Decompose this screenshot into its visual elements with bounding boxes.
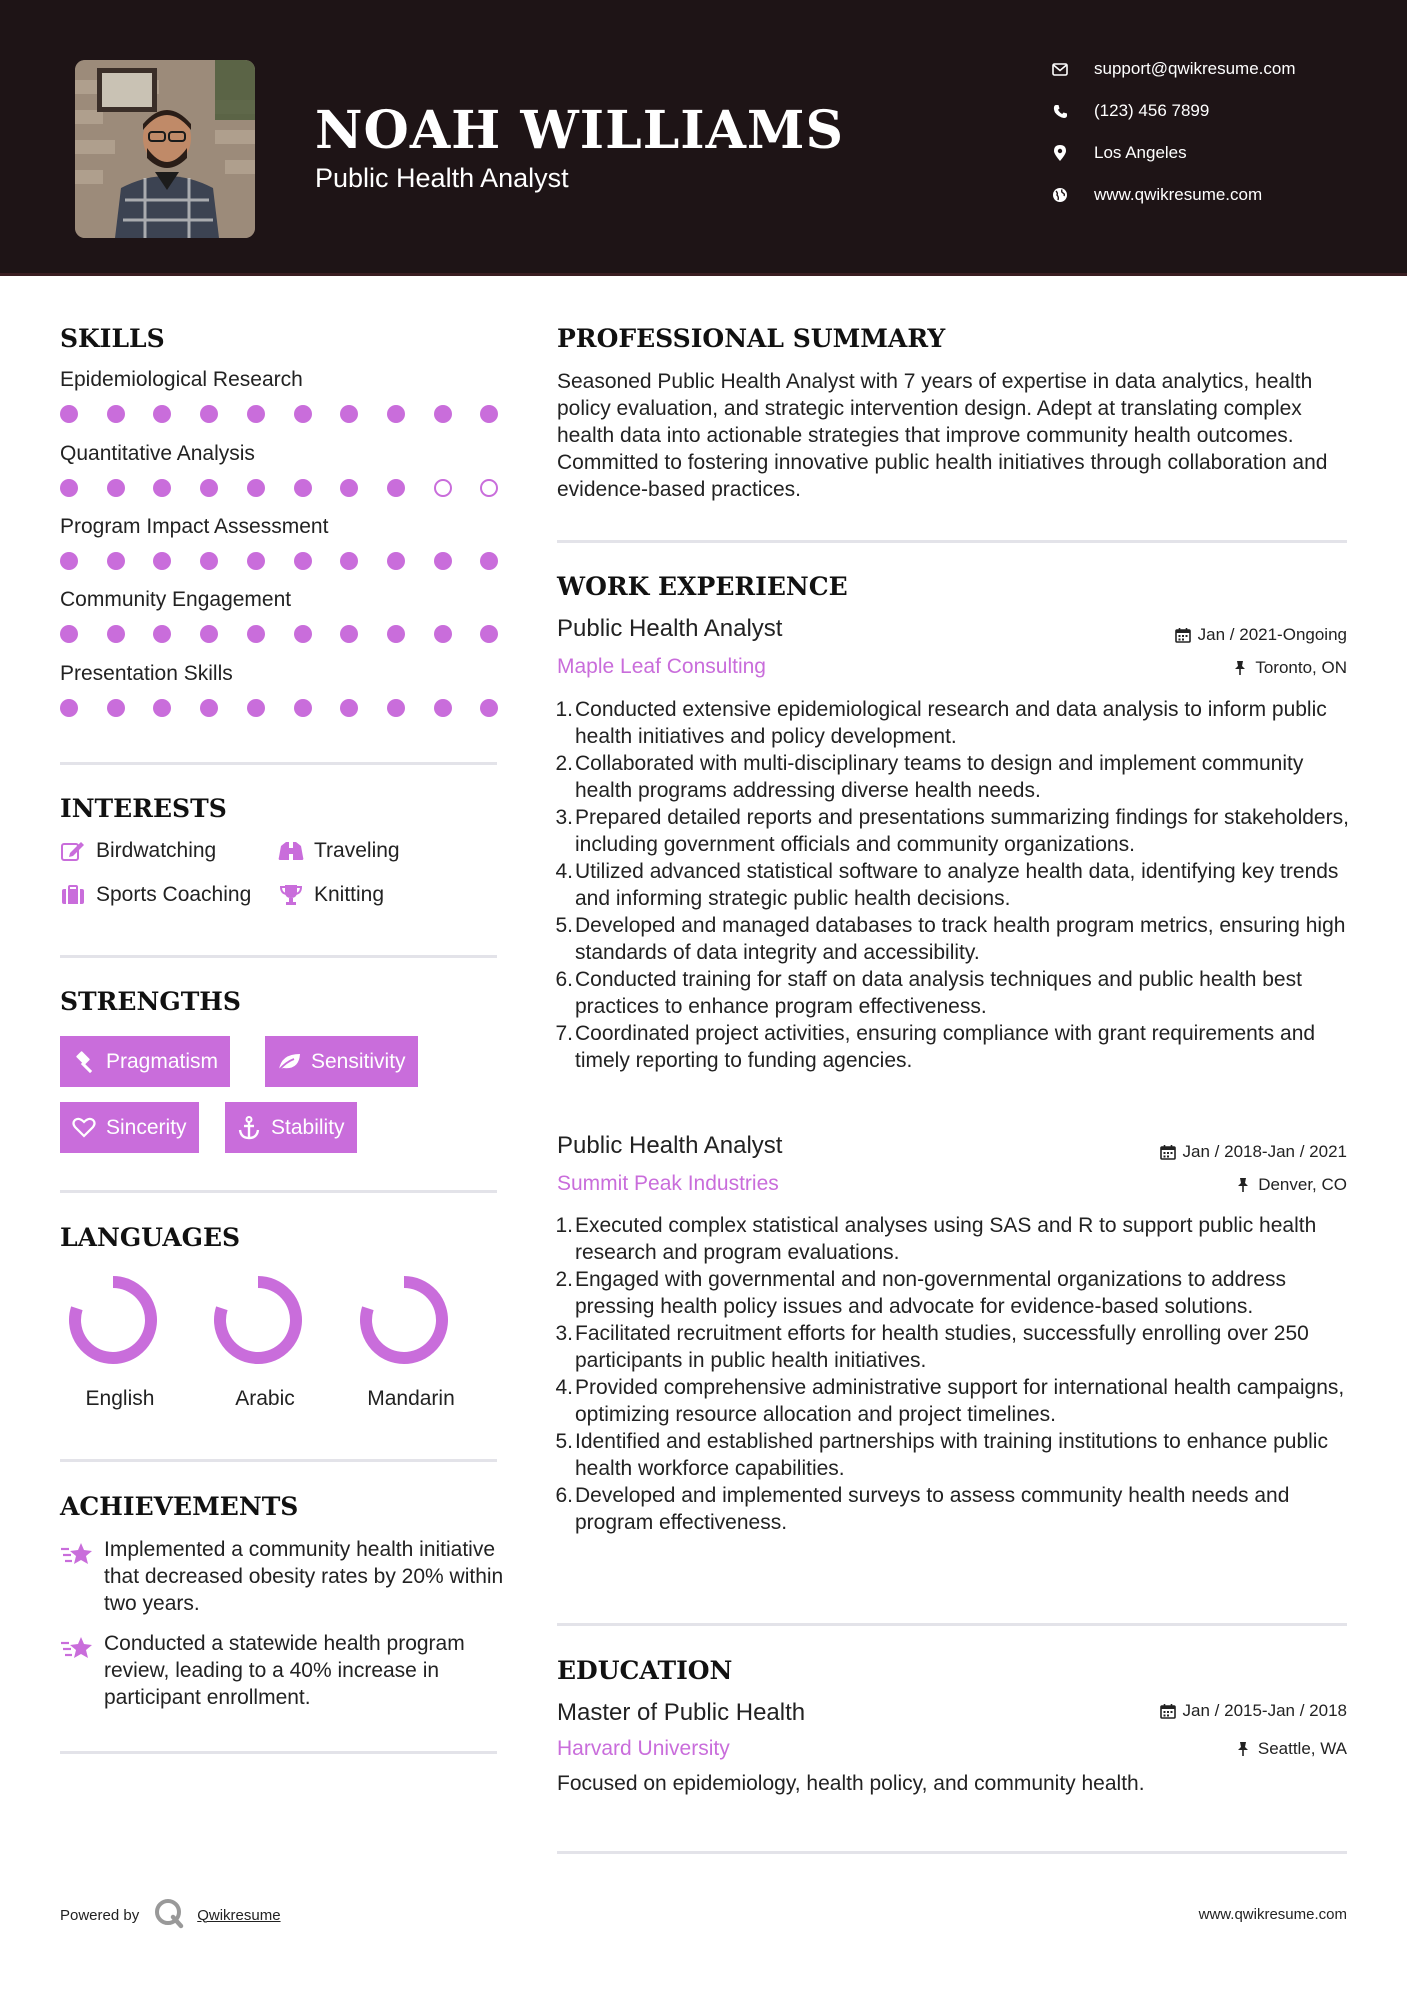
job-responsibilities (557, 696, 1357, 1074)
language-label: English (85, 1387, 155, 1410)
map-pin-icon (1050, 143, 1070, 163)
rating-dot-filled (107, 625, 125, 643)
achievements-heading: ACHIEVEMENTS (60, 1492, 299, 1521)
briefcase-icon (60, 882, 86, 908)
rating-dot-filled (294, 405, 312, 423)
responsibility-item: 4. Utilized advanced statistical software to analyze health data, identifying key trends and informing strategic public health decisions. (557, 858, 1357, 912)
rating-dot-filled (60, 699, 78, 717)
list-number: 5. (555, 1430, 573, 1453)
responsibility-item: 1. Conducted extensive epidemiological research and data analysis to inform public health initiatives and policy development. (557, 696, 1357, 750)
rating-dot-filled (340, 699, 358, 717)
profile-photo (75, 60, 255, 238)
education-dates: Jan / 2015-Jan / 2018 (1159, 1701, 1347, 1721)
calendar-icon (1174, 626, 1192, 644)
skill-rating (60, 698, 500, 718)
job-location: Toronto, ON (1231, 658, 1347, 678)
rating-dot-filled (294, 625, 312, 643)
language-label: Arabic (235, 1387, 295, 1410)
section-divider (60, 1190, 497, 1193)
contact-email-text: support@qwikresume.com (1094, 59, 1296, 78)
contact-website[interactable] (1050, 180, 1370, 210)
contact-location (1050, 138, 1370, 168)
rating-dot-empty (480, 479, 498, 497)
rating-dot-empty (434, 479, 452, 497)
rating-dot-filled (60, 552, 78, 570)
job-dates: Jan / 2021-Ongoing (1174, 625, 1347, 645)
trophy-icon (278, 882, 304, 908)
strength-tag: Pragmatism (60, 1036, 230, 1087)
skill-name: Community Engagement (60, 588, 292, 611)
contact-email[interactable] (1050, 54, 1370, 84)
section-divider (557, 1623, 1347, 1626)
shooting-star-icon (60, 1540, 94, 1568)
responsibility-item: 2. Engaged with governmental and non-governmental organizations to address pressing health policy issues and advocate for evidence-based solutions. (557, 1266, 1357, 1320)
rating-dot-filled (200, 625, 218, 643)
gavel-icon (72, 1050, 96, 1074)
section-divider (60, 762, 497, 765)
pushpin-icon (1234, 1176, 1252, 1194)
responsibility-item: 3. Facilitated recruitment efforts for health studies, successfully enrolling over 250 participants in public health initiatives. (557, 1320, 1357, 1374)
experience-heading: WORK EXPERIENCE (557, 572, 848, 601)
list-number: 3. (555, 806, 573, 829)
job-responsibilities (557, 1212, 1357, 1536)
summary-text: Seasoned Public Health Analyst with 7 years of expertise in data analytics, health policy evaluation, and strategic intervention design. Adept at translating complex health data into actionable strategies that improve community health outcomes. Committed to fostering innovative public health initiatives through collaboration and evidence-based practices. (557, 370, 1328, 501)
list-number: 6. (555, 1484, 573, 1507)
rating-dot-filled (434, 699, 452, 717)
rating-dot-filled (434, 552, 452, 570)
job-company: Maple Leaf Consulting (557, 655, 766, 678)
interest-item: Birdwatching (60, 838, 216, 864)
responsibility-item: 4. Provided comprehensive administrative support for international health campaigns, optimizing resource allocation and project timelines. (557, 1374, 1357, 1428)
resume-header (0, 0, 1407, 276)
rating-dot-filled (200, 479, 218, 497)
candidate-role: Public Health Analyst (315, 163, 569, 193)
section-divider (60, 1459, 497, 1462)
strengths-heading: STRENGTHS (60, 987, 241, 1016)
heart-icon (72, 1116, 96, 1140)
rating-dot-filled (200, 552, 218, 570)
contact-website-text: www.qwikresume.com (1094, 185, 1263, 204)
rating-dot-filled (247, 552, 265, 570)
calendar-icon (1159, 1702, 1177, 1720)
section-divider (60, 1751, 497, 1754)
pencil-square-icon (60, 838, 86, 864)
skill-name: Program Impact Assessment (60, 515, 329, 538)
calendar-icon (1159, 1143, 1177, 1161)
contact-phone[interactable] (1050, 96, 1370, 126)
responsibility-item: 7. Coordinated project activities, ensuring compliance with grant requirements and timely reporting to funding agencies. (557, 1020, 1357, 1074)
skills-heading: SKILLS (60, 324, 165, 353)
rating-dot-filled (247, 625, 265, 643)
responsibility-item: 5. Developed and managed databases to track health program metrics, ensuring high standards of data integrity and accessibility. (557, 912, 1357, 966)
job-title: Public Health Analyst (557, 1132, 783, 1159)
achievement-item: Conducted a statewide health program review, leading to a 40% increase in participant enrollment. (60, 1630, 500, 1716)
skill-rating (60, 404, 500, 424)
education-description: Focused on epidemiology, health policy, and community health. (557, 1772, 1145, 1795)
candidate-name: NOAH WILLIAMS (315, 100, 845, 161)
responsibility-item: 1. Executed complex statistical analyses using SAS and R to support public health research and program evaluations. (557, 1212, 1357, 1266)
responsibility-item: 2. Collaborated with multi-disciplinary teams to design and implement community health programs addressing diverse health needs. (557, 750, 1357, 804)
envelope-icon (1050, 59, 1070, 79)
list-number: 7. (555, 1022, 573, 1045)
skill-rating (60, 551, 500, 571)
list-number: 4. (555, 860, 573, 883)
powered-by-text: Powered by (60, 1906, 140, 1924)
strength-tag: Sensitivity (265, 1036, 418, 1087)
skill-name: Quantitative Analysis (60, 442, 255, 465)
summary-heading: PROFESSIONAL SUMMARY (557, 324, 946, 353)
language-ring (203, 1272, 313, 1368)
rating-dot-filled (107, 479, 125, 497)
rating-dot-filled (387, 405, 405, 423)
rating-dot-filled (387, 479, 405, 497)
rating-dot-filled (340, 625, 358, 643)
list-number: 1. (555, 698, 573, 721)
pushpin-icon (1234, 1740, 1252, 1758)
rating-dot-filled (340, 552, 358, 570)
rating-dot-filled (480, 552, 498, 570)
contact-location-text: Los Angeles (1094, 143, 1187, 162)
skill-rating (60, 624, 500, 644)
footer-url[interactable]: www.qwikresume.com (1198, 1906, 1347, 1923)
list-number: 4. (555, 1376, 573, 1399)
section-divider (60, 955, 497, 958)
rating-dot-filled (60, 479, 78, 497)
rating-dot-filled (387, 699, 405, 717)
rating-dot-filled (153, 699, 171, 717)
interest-item: Traveling (278, 838, 400, 864)
rating-dot-filled (480, 625, 498, 643)
language-level-arc (220, 1282, 296, 1358)
anchor-icon (237, 1116, 261, 1140)
strength-tag: Sincerity (60, 1102, 199, 1153)
rating-dot-filled (107, 405, 125, 423)
rating-dot-filled (480, 405, 498, 423)
interest-item: Sports Coaching (60, 882, 251, 908)
section-divider (557, 540, 1347, 543)
job-company: Summit Peak Industries (557, 1172, 779, 1195)
education-heading: EDUCATION (557, 1656, 733, 1685)
job-title: Public Health Analyst (557, 615, 783, 642)
rating-dot-filled (200, 699, 218, 717)
rating-dot-filled (247, 479, 265, 497)
leaf-icon (277, 1050, 301, 1074)
list-number: 2. (555, 1268, 573, 1291)
rating-dot-filled (153, 405, 171, 423)
rating-dot-filled (434, 405, 452, 423)
job-location: Denver, CO (1234, 1175, 1347, 1195)
languages-heading: LANGUAGES (60, 1223, 241, 1252)
achievement-item: Implemented a community health initiative that decreased obesity rates by 20% within two years. (60, 1536, 500, 1622)
strength-tag: Stability (225, 1102, 357, 1153)
interest-item: Knitting (278, 882, 384, 908)
rating-dot-filled (107, 699, 125, 717)
language-level-arc (75, 1282, 151, 1358)
rating-dot-filled (340, 405, 358, 423)
pushpin-icon (1231, 659, 1249, 677)
education-school: Harvard University (557, 1737, 730, 1760)
list-number: 6. (555, 968, 573, 991)
responsibility-item: 6. Conducted training for staff on data analysis techniques and public health best practices to enhance program effectiveness. (557, 966, 1357, 1020)
rating-dot-filled (200, 405, 218, 423)
skill-rating (60, 478, 500, 498)
rating-dot-filled (60, 405, 78, 423)
rating-dot-filled (387, 552, 405, 570)
rating-dot-filled (153, 479, 171, 497)
rating-dot-filled (480, 699, 498, 717)
rating-dot-filled (247, 405, 265, 423)
skill-name: Epidemiological Research (60, 368, 303, 391)
qwikresume-link[interactable]: Qwikresume (197, 1906, 281, 1924)
qwikresume-logo-icon (153, 1897, 185, 1933)
language-label: Mandarin (367, 1387, 455, 1410)
rating-dot-filled (153, 552, 171, 570)
rating-dot-filled (294, 479, 312, 497)
rating-dot-filled (294, 699, 312, 717)
footer-branding (60, 1897, 281, 1933)
shooting-star-icon (60, 1634, 94, 1662)
contact-phone-text: (123) 456 7899 (1094, 101, 1210, 120)
rating-dot-filled (60, 625, 78, 643)
rating-dot-filled (107, 552, 125, 570)
rating-dot-filled (387, 625, 405, 643)
list-number: 5. (555, 914, 573, 937)
language-level-arc (366, 1282, 442, 1358)
job-dates: Jan / 2018-Jan / 2021 (1159, 1142, 1347, 1162)
rating-dot-filled (434, 625, 452, 643)
phone-icon (1050, 101, 1070, 121)
language-ring (349, 1272, 459, 1368)
list-number: 1. (555, 1214, 573, 1237)
rating-dot-filled (153, 625, 171, 643)
rating-dot-filled (340, 479, 358, 497)
binoculars-icon (278, 838, 304, 864)
responsibility-item: 3. Prepared detailed reports and presentations summarizing findings for stakeholders, including government officials and community organizations. (557, 804, 1357, 858)
list-number: 3. (555, 1322, 573, 1345)
responsibility-item: 5. Identified and established partnerships with training institutions to enhance public health workforce capabilities. (557, 1428, 1357, 1482)
education-location: Seattle, WA (1234, 1739, 1347, 1759)
section-divider (557, 1851, 1347, 1854)
education-degree: Master of Public Health (557, 1699, 806, 1726)
rating-dot-filled (294, 552, 312, 570)
globe-icon (1050, 185, 1070, 205)
list-number: 2. (555, 752, 573, 775)
responsibility-item: 6. Developed and implemented surveys to assess community health needs and program effectiveness. (557, 1482, 1357, 1536)
rating-dot-filled (247, 699, 265, 717)
interests-heading: INTERESTS (60, 794, 227, 823)
language-ring (58, 1272, 168, 1368)
skill-name: Presentation Skills (60, 662, 233, 685)
